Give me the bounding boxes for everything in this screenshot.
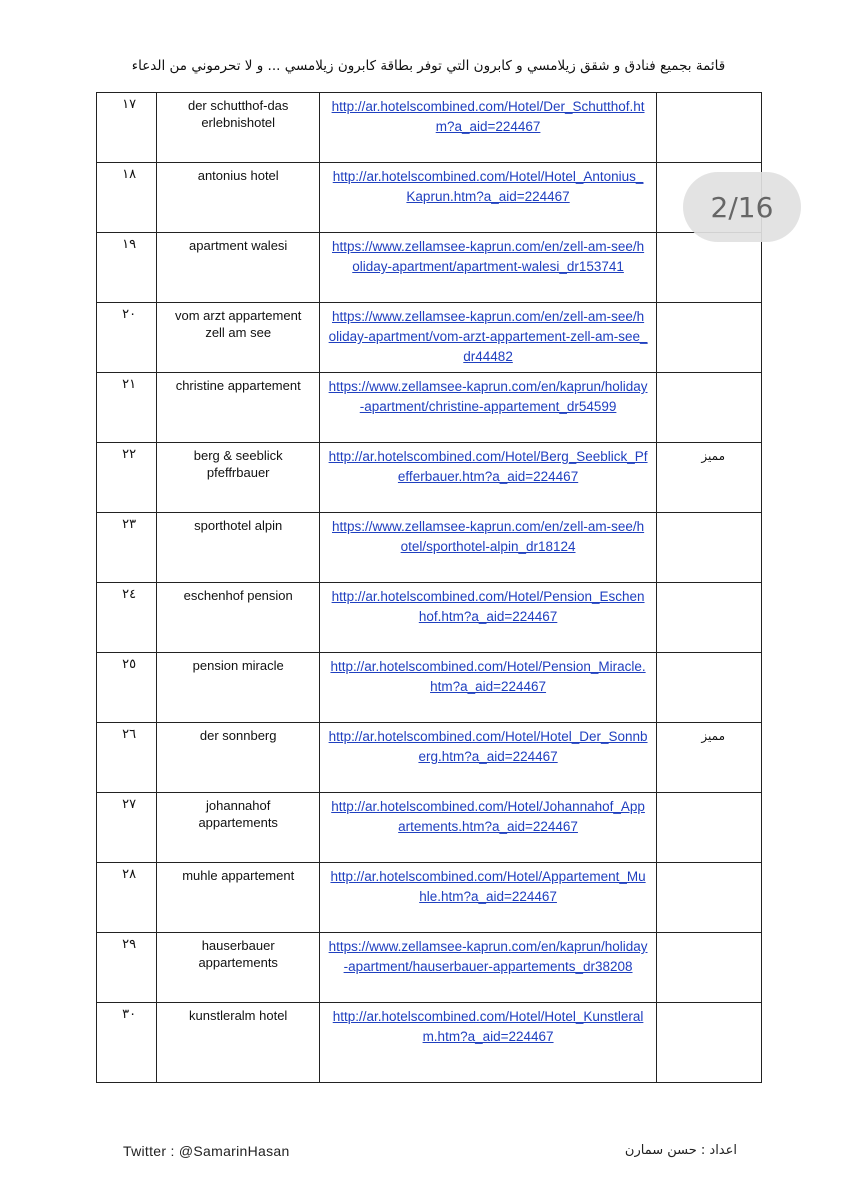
page-title: قائمة بجميع فنادق و شقق زيلامسي و كابرون التي توفر بطاقة كابرون زيلامسي ... و لا تحرموني من الدعاء <box>131 58 726 74</box>
row-number: ٢٢ <box>97 443 157 513</box>
hotel-note <box>656 863 761 933</box>
hotel-link-cell <box>320 93 657 163</box>
row-number: ٢٦ <box>97 723 157 793</box>
hotel-name: johannahof appartements <box>157 793 320 863</box>
hotel-name: muhle appartement <box>157 863 320 933</box>
hotel-link[interactable]: http://ar.hotelscombined.com/Hotel/Berg_Seeblick_Pfefferbauer.htm?a_aid=224467 <box>328 449 648 484</box>
hotel-link-cell <box>320 303 657 373</box>
hotel-name: der schutthof-das erlebnishotel <box>157 93 320 163</box>
hotel-link-cell <box>320 443 657 513</box>
hotel-note <box>656 513 761 583</box>
hotel-link[interactable]: http://ar.hotelscombined.com/Hotel/Pension_Eschenhof.htm?a_aid=224467 <box>331 589 645 624</box>
hotel-note <box>656 653 761 723</box>
table-row <box>97 513 762 583</box>
table-row <box>97 93 762 163</box>
hotel-link[interactable]: http://ar.hotelscombined.com/Hotel/Appartement_Muhle.htm?a_aid=224467 <box>330 869 646 904</box>
hotel-link-cell <box>320 163 657 233</box>
row-number: ٢٤ <box>97 583 157 653</box>
hotel-name: kunstleralm hotel <box>157 1003 320 1083</box>
table-row <box>97 933 762 1003</box>
table-row <box>97 723 762 793</box>
footer-twitter: Twitter : @SamarinHasan <box>123 1143 290 1159</box>
row-number: ١٧ <box>97 93 157 163</box>
hotel-note <box>656 373 761 443</box>
hotel-link-cell <box>320 723 657 793</box>
hotel-name: hauserbauer appartements <box>157 933 320 1003</box>
hotel-link[interactable]: http://ar.hotelscombined.com/Hotel/Hotel_Der_Sonnberg.htm?a_aid=224467 <box>328 729 648 764</box>
table-row <box>97 863 762 933</box>
hotel-link[interactable]: http://ar.hotelscombined.com/Hotel/Hotel_Kunstleralm.htm?a_aid=224467 <box>332 1009 644 1044</box>
row-number: ٢٥ <box>97 653 157 723</box>
hotel-link-cell <box>320 233 657 303</box>
row-number: ٢١ <box>97 373 157 443</box>
hotel-link[interactable]: http://ar.hotelscombined.com/Hotel/Johannahof_Appartements.htm?a_aid=224467 <box>331 799 645 834</box>
footer-author: اعداد : حسن سمارن <box>624 1143 737 1158</box>
row-number: ٢٨ <box>97 863 157 933</box>
hotel-note <box>656 583 761 653</box>
row-number: ١٩ <box>97 233 157 303</box>
table-row <box>97 583 762 653</box>
hotel-note <box>656 93 761 163</box>
hotel-link-cell <box>320 933 657 1003</box>
hotel-name: vom arzt appartement zell am see <box>157 303 320 373</box>
table-row <box>97 233 762 303</box>
page-indicator-badge: 2/16 <box>683 172 801 242</box>
hotel-name: antonius hotel <box>157 163 320 233</box>
hotel-link-cell <box>320 793 657 863</box>
table-row <box>97 443 762 513</box>
row-number: ٢٧ <box>97 793 157 863</box>
hotel-note <box>656 1003 761 1083</box>
hotel-link-cell <box>320 1003 657 1083</box>
hotel-link[interactable]: http://ar.hotelscombined.com/Hotel/Der_Schutthof.htm?a_aid=224467 <box>331 99 645 134</box>
hotel-name: berg & seeblick pfeffrbauer <box>157 443 320 513</box>
hotel-name: der sonnberg <box>157 723 320 793</box>
hotel-link[interactable]: https://www.zellamsee-kaprun.com/en/zell-am-see/holiday-apartment/vom-arzt-appartement-zell-am-see_dr44482 <box>328 309 648 364</box>
hotel-note: مميز <box>656 723 761 793</box>
table-row <box>97 793 762 863</box>
table-row <box>97 653 762 723</box>
hotel-name: pension miracle <box>157 653 320 723</box>
hotel-link[interactable]: https://www.zellamsee-kaprun.com/en/zell-am-see/holiday-apartment/apartment-walesi_dr153741 <box>332 239 645 274</box>
hotel-link-cell <box>320 583 657 653</box>
hotel-note <box>656 233 761 303</box>
row-number: ٢٠ <box>97 303 157 373</box>
hotel-note <box>656 933 761 1003</box>
hotel-note <box>656 303 761 373</box>
hotel-link[interactable]: https://www.zellamsee-kaprun.com/en/zell-am-see/hotel/sporthotel-alpin_dr18124 <box>332 519 645 554</box>
row-number: ١٨ <box>97 163 157 233</box>
hotel-link[interactable]: http://ar.hotelscombined.com/Hotel/Pension_Miracle.htm?a_aid=224467 <box>330 659 646 694</box>
hotel-link-cell <box>320 373 657 443</box>
table-row <box>97 163 762 233</box>
hotel-link[interactable]: https://www.zellamsee-kaprun.com/en/kaprun/holiday-apartment/christine-appartement_dr54599 <box>328 379 648 414</box>
hotel-name: apartment walesi <box>157 233 320 303</box>
table-row <box>97 373 762 443</box>
table-row <box>97 303 762 373</box>
row-number: ٣٠ <box>97 1003 157 1083</box>
table-row <box>97 1003 762 1083</box>
hotel-name: eschenhof pension <box>157 583 320 653</box>
hotel-link-cell <box>320 863 657 933</box>
hotels-table <box>96 92 762 1083</box>
hotel-note <box>656 793 761 863</box>
hotel-link-cell <box>320 653 657 723</box>
hotel-note: مميز <box>656 443 761 513</box>
hotel-name: christine appartement <box>157 373 320 443</box>
hotel-link-cell <box>320 513 657 583</box>
hotel-link[interactable]: https://www.zellamsee-kaprun.com/en/kaprun/holiday-apartment/hauserbauer-appartements_dr38208 <box>328 939 648 974</box>
hotel-name: sporthotel alpin <box>157 513 320 583</box>
row-number: ٢٩ <box>97 933 157 1003</box>
hotel-link[interactable]: http://ar.hotelscombined.com/Hotel/Hotel_Antonius_Kaprun.htm?a_aid=224467 <box>332 169 644 204</box>
row-number: ٢٣ <box>97 513 157 583</box>
